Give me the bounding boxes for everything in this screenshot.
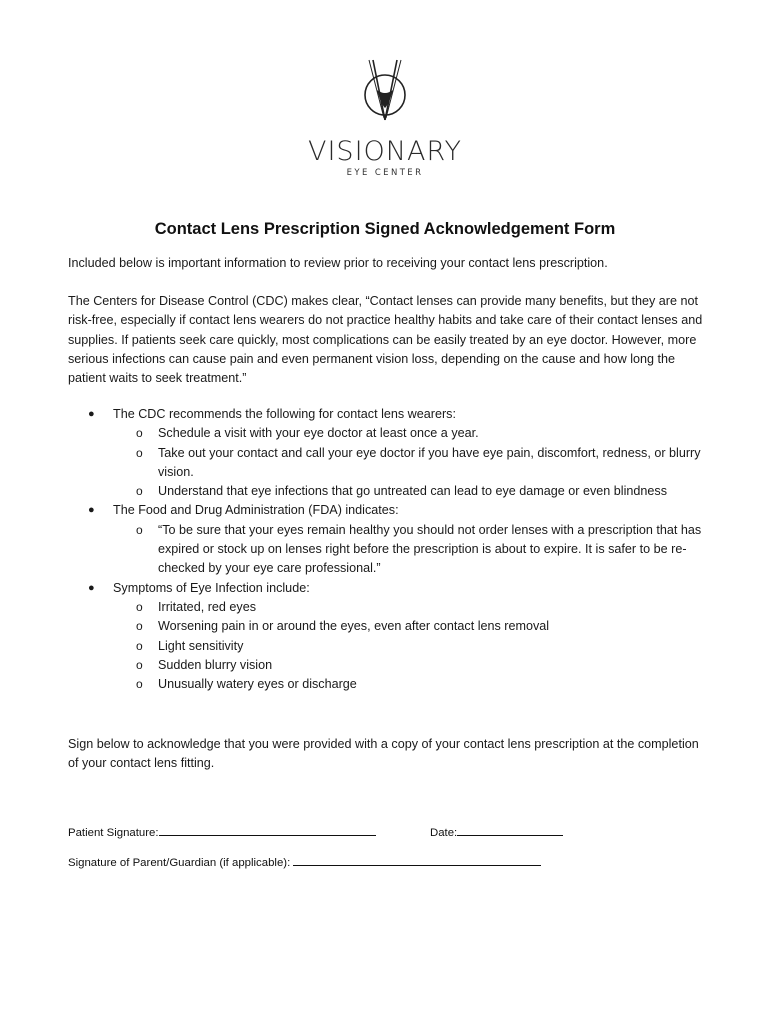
bullet-list: [68, 405, 708, 694]
sub-bullet-marker: o: [136, 657, 143, 672]
sub-bullet-text: Worsening pain in or around the eyes, even after contact lens removal: [158, 619, 550, 634]
bullet-item: [68, 579, 708, 598]
bullet-text: The CDC recommends the following for contact lens wearers:: [113, 407, 456, 421]
sub-bullet-marker: o: [136, 638, 143, 653]
sub-bullet-marker: o: [136, 426, 143, 441]
sub-bullet-text: Light sensitivity: [158, 638, 244, 653]
sub-bullet-text: Irritated, red eyes: [158, 599, 256, 614]
brand-subtitle: EYE CENTER: [346, 168, 424, 178]
patient-signature-row: [68, 823, 376, 841]
bullet-text: Symptoms of Eye Infection include:: [113, 580, 310, 595]
sign-instruction: Sign below to acknowledge that you were provided with a copy of your contact lens prescription at the completion of your contact lens fitting.: [68, 737, 699, 771]
guardian-signature-label: Signature of Parent/Guardian (if applicable):: [68, 857, 291, 869]
intro-paragraph: Included below is important information to review prior to receiving your contact lens prescription.: [68, 256, 608, 270]
guardian-signature-row: [68, 853, 541, 871]
sub-bullet-text: “To be sure that your eyes remain healthy you should not order lenses with a prescription that has expired or stock up on lenses right before the prescription is about to expire. It is safer to be re-checked by your eye care professional.”: [158, 522, 702, 576]
bullet-marker: ●: [88, 408, 95, 420]
guardian-signature-field[interactable]: [293, 853, 541, 866]
bullet-marker: ●: [88, 504, 95, 517]
sub-bullet-marker: o: [136, 619, 143, 634]
eye-logo-icon: [355, 58, 415, 124]
bullet-item: [68, 405, 708, 424]
patient-signature-label: Patient Signature:: [68, 827, 159, 839]
cdc-paragraph: The Centers for Disease Control (CDC) makes clear, “Contact lenses can provide many benefits, but they are not risk-free, especially if contact lens wearers do not practice healthy habits and take care of their contact lenses and supplies. If patients seek care quickly, most complications can be easily treated by an eye doctor. However, more serious infections can cause pain and even permanent vision loss, depending on the cause and how long the patient waits to seek treatment.”: [68, 294, 703, 386]
sub-bullet-marker: o: [136, 599, 143, 614]
sub-bullet-text: Take out your contact and call your eye doctor if you have eye pain, discomfort, redness, or blurry vision.: [158, 445, 701, 479]
sub-bullet-item: [68, 637, 708, 656]
sub-bullet-text: Sudden blurry vision: [158, 657, 273, 672]
sub-bullet-text: Unusually watery eyes or discharge: [158, 677, 357, 692]
sub-bullet-text: Schedule a visit with your eye doctor at least once a year.: [158, 426, 479, 441]
sub-bullet-item: [68, 482, 708, 501]
date-row: [430, 823, 563, 841]
sub-bullet-marker: o: [136, 677, 143, 692]
bullet-item: [68, 501, 708, 520]
date-field[interactable]: [457, 823, 563, 836]
brand-name: VISIONARY: [308, 136, 462, 167]
sub-bullet-item: [68, 598, 708, 617]
sub-bullet-text: Understand that eye infections that go untreated can lead to eye damage or even blindness: [158, 484, 667, 499]
patient-signature-field[interactable]: [159, 823, 376, 836]
sub-bullet-marker: o: [136, 522, 143, 537]
sub-bullet-item: [68, 424, 708, 443]
sub-bullet-marker: o: [136, 484, 143, 499]
sub-bullet-item: [68, 675, 708, 694]
logo: [0, 58, 770, 178]
form-title: Contact Lens Prescription Signed Acknowledgement Form: [154, 220, 616, 238]
sub-bullet-item: [68, 656, 708, 675]
bullet-text: The Food and Drug Administration (FDA) indicates:: [113, 503, 399, 518]
sub-bullet-item: [68, 521, 708, 579]
sub-bullet-item: [68, 444, 708, 483]
bullet-marker: ●: [88, 581, 95, 594]
sub-bullet-item: [68, 617, 708, 636]
sub-bullet-marker: o: [136, 445, 143, 460]
date-label: Date:: [430, 827, 458, 839]
